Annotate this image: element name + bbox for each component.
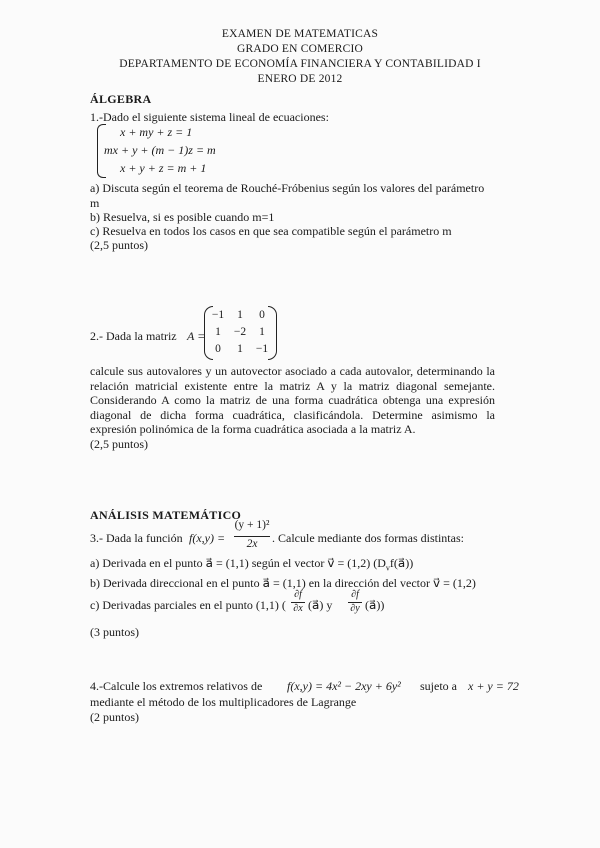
q1-intro: 1.-Dado el siguiente sistema lineal de ecuaciones: bbox=[90, 110, 329, 124]
q1-equation-2: mx + y + (m − 1)z = m bbox=[104, 143, 216, 157]
matrix-cell: 1 bbox=[215, 326, 221, 338]
header-department: DEPARTAMENTO DE ECONOMÍA FINANCIERA Y CONTABILIDAD I bbox=[119, 58, 481, 70]
q1-part-a-cont: m bbox=[90, 196, 100, 210]
q1-part-a: a) Discuta según el teorema de Rouché-Fróbenius según los valores del parámetro bbox=[90, 181, 485, 195]
header-degree: GRADO EN COMERCIO bbox=[236, 43, 364, 55]
header-date: ENERO DE 2012 bbox=[257, 73, 343, 85]
q3-part-a-subscript: v bbox=[385, 563, 390, 573]
q3-part-a: a) Derivada en el punto a⃗ = (1,1) según el vector v⃗ = (1,2) $(D_vf(a⃗))$ bbox=[90, 556, 414, 573]
q3-fraction-bar bbox=[234, 536, 270, 537]
q4-line-1c: sujeto a bbox=[420, 679, 457, 693]
q4-function: f(x,y) = 4x² − 2xy + 6y² bbox=[287, 679, 401, 693]
q3-instruction: . Calcule mediante dos formas distintas: bbox=[272, 531, 464, 545]
q3-part-b: b) Derivada direccional en el punto a⃗ = (1,1) en la dirección del vector v⃗ = (1,2) bbox=[90, 576, 476, 590]
q3-part-c-middle: (a⃗) y bbox=[308, 598, 333, 612]
q1-part-c: c) Resuelva en todos los casos en que sea compatible según el parámetro m bbox=[90, 224, 452, 238]
q3-partial-x-den: ∂x bbox=[293, 603, 303, 614]
section-analysis-title: ANÁLISIS MATEMÁTICO bbox=[90, 508, 242, 522]
matrix-cell: 1 bbox=[237, 343, 243, 355]
q1-equation-1: x + my + z = 1 bbox=[120, 125, 193, 139]
q3-points: (3 puntos) bbox=[90, 625, 139, 639]
q3-intro: 3.- Dada la función bbox=[90, 531, 183, 545]
q4-points: (2 puntos) bbox=[90, 710, 139, 724]
matrix-cell: 0 bbox=[259, 309, 265, 321]
q3-partial-y-num: ∂f bbox=[351, 589, 359, 600]
q1-points: (2,5 puntos) bbox=[90, 238, 148, 252]
q2-matrix-name: A = bbox=[187, 329, 206, 343]
q3-partial-x-num: ∂f bbox=[294, 589, 302, 600]
q4-constraint: x + y = 72 bbox=[468, 679, 519, 693]
q3-numerator: (y + 1)² bbox=[234, 519, 270, 531]
section-algebra-title: ÁLGEBRA bbox=[90, 92, 152, 106]
matrix-cell: −1 bbox=[211, 309, 225, 321]
q1-part-b: b) Resuelva, si es posible cuando m=1 bbox=[90, 210, 275, 224]
matrix-cell: 1 bbox=[259, 326, 265, 338]
matrix-cell: 0 bbox=[215, 343, 221, 355]
q2-points: (2,5 puntos) bbox=[90, 437, 148, 451]
q4-line-1a: 4.-Calcule los extremos relativos de bbox=[90, 679, 263, 693]
matrix-cell: −1 bbox=[255, 343, 269, 355]
q3-part-c-end: (a⃗)) bbox=[365, 598, 385, 612]
q3-partial-y-den: ∂y bbox=[350, 603, 360, 614]
q2-statement: calcule sus autovalores y un autovector asociado a cada autovalor, determinando la relación matricial existente entre la matriz A y la matriz diagonal semejante. Considerando A como la matriz de una forma cuadrática obtenga una expresión diagonal de dicha forma cuadrática, clasificándola. Determine asimismo la expresión polinómica de la forma cuadrática asociada a la matriz A. bbox=[90, 364, 495, 436]
matrix-cell: 1 bbox=[237, 309, 243, 321]
q3-function: f(x,y) = bbox=[189, 531, 226, 545]
q3-denominator: 2x bbox=[246, 538, 258, 550]
q1-equation-3: x + y + z = m + 1 bbox=[120, 161, 207, 175]
q3-part-c: c) Derivadas parciales en el punto (1,1) ( bbox=[90, 598, 286, 612]
matrix-cell: −2 bbox=[233, 326, 247, 338]
header-title: EXAMEN DE MATEMATICAS bbox=[221, 28, 379, 40]
q2-intro: 2.- Dada la matriz bbox=[90, 329, 177, 343]
q4-line-2: mediante el método de los multiplicadores de Lagrange bbox=[90, 695, 357, 709]
